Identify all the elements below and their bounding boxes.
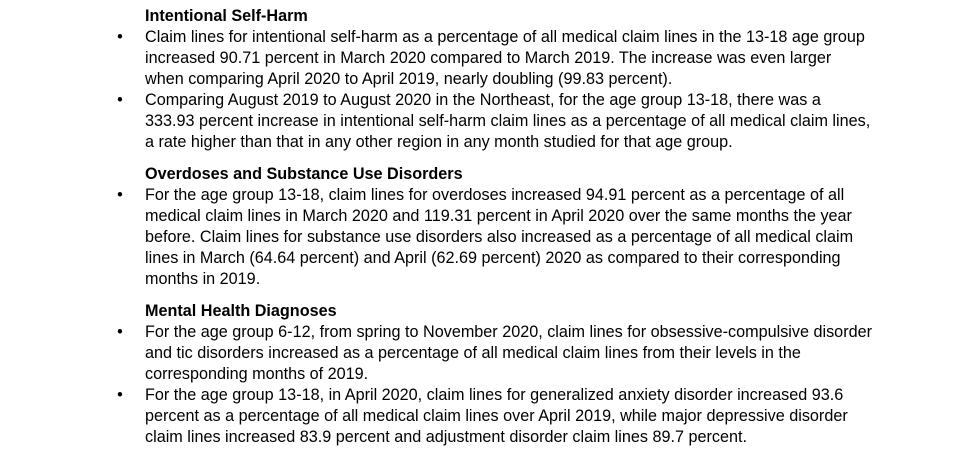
bullet-item bbox=[0, 90, 974, 153]
bullet-item bbox=[0, 322, 974, 385]
bullet-icon: • bbox=[117, 323, 123, 341]
section-mental-health-diagnoses bbox=[0, 301, 974, 448]
bullet-icon: • bbox=[117, 186, 123, 204]
bullet-icon: • bbox=[117, 91, 123, 109]
bullet-icon: • bbox=[117, 386, 123, 404]
bullet-text: Comparing August 2019 to August 2020 in the Northeast, for the age group 13-18, there was a 333.93 percent increase in intentional self-harm claim lines as a percentage of all medical claim lines, a rate higher than that in any other region in any month studied for that age group. bbox=[145, 91, 871, 151]
bullet-icon: • bbox=[117, 28, 123, 46]
bullet-text: For the age group 6-12, from spring to November 2020, claim lines for obsessive-compulsive disorder and tic disorders increased as a percentage of all medical claim lines from their levels in the corresponding months of 2019. bbox=[145, 323, 872, 383]
bullet-item bbox=[0, 385, 974, 448]
document-body bbox=[0, 6, 974, 448]
bullet-item bbox=[0, 185, 974, 290]
section-overdoses-substance-use bbox=[0, 164, 974, 290]
section-heading: Mental Health Diagnoses bbox=[145, 302, 337, 320]
bullet-item bbox=[0, 27, 974, 90]
section-heading: Intentional Self-Harm bbox=[145, 7, 308, 25]
bullet-text: For the age group 13-18, in April 2020, claim lines for generalized anxiety disorder increased 93.6 percent as a percentage of all medical claim lines over April 2019, while major depressive disorder claim lines increased 83.9 percent and adjustment disorder claim lines 89.7 percent. bbox=[145, 386, 848, 446]
section-intentional-self-harm bbox=[0, 6, 974, 153]
bullet-text: Claim lines for intentional self-harm as a percentage of all medical claim lines in the 13-18 age group increased 90.71 percent in March 2020 compared to March 2019. The increase was even larger when comparing April 2020 to April 2019, nearly doubling (99.83 percent). bbox=[145, 28, 865, 88]
section-heading: Overdoses and Substance Use Disorders bbox=[145, 165, 463, 183]
bullet-list bbox=[0, 185, 974, 290]
bullet-text: For the age group 13-18, claim lines for overdoses increased 94.91 percent as a percentage of all medical claim lines in March 2020 and 119.31 percent in April 2020 over the same months the year before. Claim lines for substance use disorders also increased as a percentage of all medical claim lines in March (64.64 percent) and April (62.69 percent) 2020 as compared to their corresponding months in 2019. bbox=[145, 186, 854, 288]
bullet-list bbox=[0, 322, 974, 448]
bullet-list bbox=[0, 27, 974, 153]
